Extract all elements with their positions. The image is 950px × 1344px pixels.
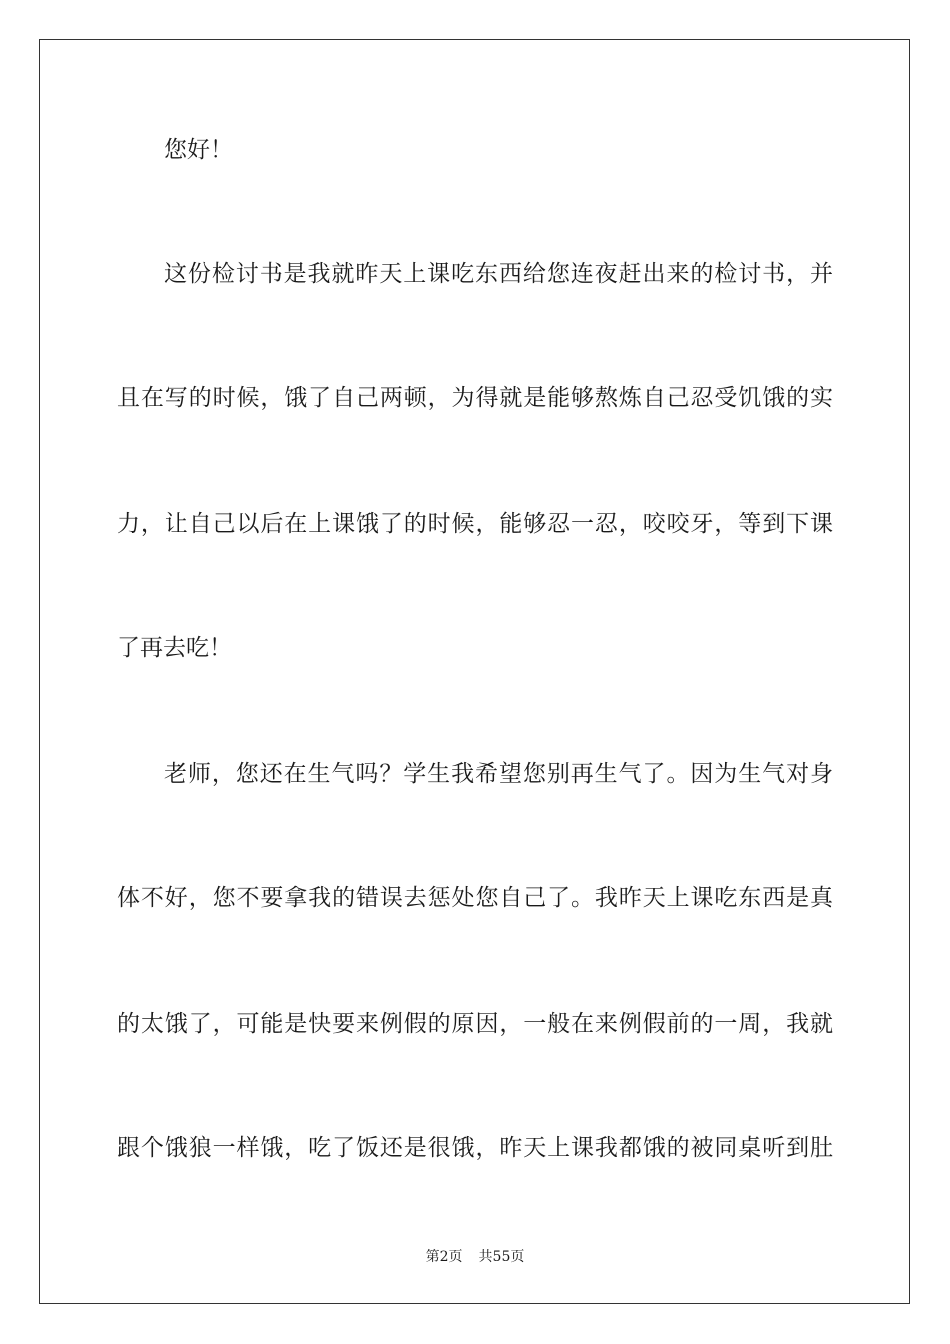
- text-line: 了再去吃！: [117, 635, 232, 661]
- text-line: 跟个饿狼一样饿，吃了饭还是很饿，昨天上课我都饿的被同桌听到肚: [117, 1135, 833, 1161]
- page-footer: [0, 1247, 950, 1267]
- greeting-line: 您好！: [164, 137, 233, 163]
- text-line: 力，让自己以后在上课饿了的时候，能够忍一忍，咬咬牙，等到下课: [117, 511, 833, 537]
- text-line: 体不好，您不要拿我的错误去惩处您自己了。我昨天上课吃东西是真: [117, 885, 833, 911]
- page-border: [39, 39, 910, 1304]
- text-line: 的太饿了，可能是快要来例假的原因，一般在来例假前的一周，我就: [117, 1011, 833, 1037]
- page-total: 共55页: [478, 1249, 525, 1265]
- text-line: 且在写的时候，饿了自己两顿，为得就是能够熬炼自己忍受饥饿的实: [117, 385, 833, 411]
- page-number: 第2页: [425, 1249, 463, 1265]
- text-line: 这份检讨书是我就昨天上课吃东西给您连夜赶出来的检讨书，并: [164, 261, 833, 287]
- text-line: 老师，您还在生气吗？学生我希望您别再生气了。因为生气对身: [164, 761, 833, 787]
